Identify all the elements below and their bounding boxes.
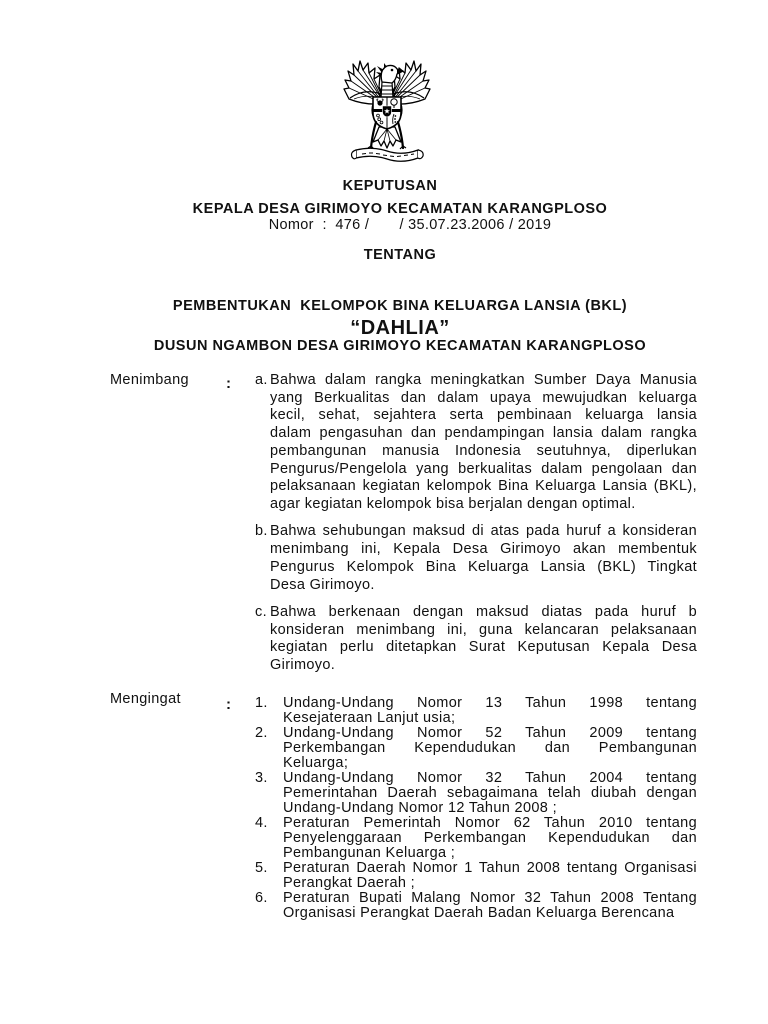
item-number: 1.	[255, 694, 268, 711]
decree-location: DUSUN NGAMBON DESA GIRIMOYO KECAMATAN KARANGPLOSO	[153, 338, 647, 354]
text-line: Peraturan Pemerintah Nomor 62 Tahun 2010 tentang	[283, 815, 697, 831]
text-line: menimbang ini, Kepala Desa Girimoyo akan membentuk	[270, 541, 697, 558]
mengingat-item-1	[255, 696, 697, 726]
item-text	[270, 372, 697, 514]
decree-about-label: TENTANG	[363, 247, 437, 263]
text-line: Desa Girimoyo.	[270, 576, 375, 593]
item-marker: b.	[255, 523, 268, 540]
text-line: Kesejateraan Lanjut usia;	[283, 709, 456, 726]
item-text	[283, 696, 697, 726]
text-line: Undang-Undang Nomor 13 Tahun 1998 tentang	[283, 694, 697, 711]
text-line: Keluarga;	[283, 754, 349, 771]
menimbang-colon: :	[226, 375, 231, 392]
item-number: 6.	[255, 890, 268, 907]
item-marker: a.	[255, 372, 268, 388]
item-text	[270, 604, 697, 675]
text-line: pembangunan manusia Indonesia seutuhnya, diperlukan	[270, 442, 697, 459]
decree-number: Nomor : 476 / / 35.07.23.2006 / 2019	[268, 217, 552, 233]
text-line: Undang-Undang Nomor 32 Tahun 2004 tentang	[283, 769, 697, 786]
emblem-shield	[373, 97, 401, 129]
item-text	[283, 771, 697, 816]
text-line: agar kegiatan kelompok bisa berjalan dengan optimal.	[270, 495, 636, 512]
item-number: 3.	[255, 769, 268, 786]
group-name: “DAHLIA”	[350, 317, 450, 339]
mengingat-colon: :	[226, 696, 231, 713]
mengingat-item-6	[255, 891, 697, 921]
decree-subject: PEMBENTUKAN KELOMPOK BINA KELUARGA LANSIA (BKL)	[172, 298, 628, 314]
mengingat-label: Mengingat	[110, 691, 181, 707]
text-line: Peraturan Daerah Nomor 1 Tahun 2008 tentang Organisasi	[283, 860, 697, 877]
emblem-tail	[373, 127, 401, 148]
text-line: Pembangunan Keluarga ;	[283, 845, 456, 862]
menimbang-label: Menimbang	[110, 372, 189, 388]
decree-title: KEPUTUSAN	[342, 178, 438, 194]
mengingat-item-5	[255, 861, 697, 891]
text-line: kegiatan perlu ditetapkan Surat Keputusan Kepala Desa	[270, 639, 697, 656]
emblem-scroll	[352, 148, 424, 161]
text-line: pelaksanaan kegiatan kelompok Bina Keluarga Lansia (BKL),	[270, 478, 697, 495]
text-line: Girimoyo.	[270, 657, 336, 674]
mengingat-list	[255, 696, 697, 922]
item-text	[270, 523, 697, 594]
mengingat-item-2	[255, 726, 697, 771]
text-line: Peraturan Bupati Malang Nomor 32 Tahun 2008 Tentang	[283, 890, 697, 907]
item-number: 5.	[255, 860, 268, 877]
mengingat-item-3	[255, 771, 697, 816]
text-line: Penyelenggaraan Perkembangan Kependudukan dan	[283, 830, 697, 847]
mengingat-item-4	[255, 816, 697, 861]
item-text	[283, 816, 697, 861]
text-line: yang Berkualitas dan dalam upaya mewujudkan keluarga	[270, 389, 697, 406]
item-text	[283, 861, 697, 891]
text-line: dalam pengasuhan dan pendampingan lansia dalam rangka	[270, 425, 697, 442]
item-number: 2.	[255, 724, 268, 741]
text-line: Pemerintahan Daerah sebagaimana telah diubah dengan	[283, 784, 697, 801]
text-line: Bahwa dalam rangka meningkatkan Sumber Daya Manusia	[270, 372, 697, 388]
item-text	[283, 891, 697, 921]
text-line: Perangkat Daerah ;	[283, 875, 416, 892]
menimbang-item-b	[255, 523, 697, 594]
item-number: 4.	[255, 815, 268, 831]
item-marker: c.	[255, 604, 267, 621]
menimbang-item-a	[255, 372, 697, 514]
item-text	[283, 726, 697, 771]
garuda-emblem-icon	[342, 58, 432, 168]
text-line: kecil, sehat, sejahtera serta pembinaan keluarga lansia	[270, 407, 697, 424]
decree-issuer: KEPALA DESA GIRIMOYO KECAMATAN KARANGPLOSO	[192, 201, 608, 217]
text-line: Pengurus/Pengelola yang berkualitas dalam pengolaan dan	[270, 460, 697, 477]
text-line: Organisasi Perangkat Daerah Badan Keluarga Berencana	[283, 905, 675, 922]
text-line: Bahwa berkenaan dengan maksud diatas pada huruf b	[270, 604, 697, 621]
text-line: konsideran menimbang ini, guna kelancaran pelaksanaan	[270, 621, 697, 638]
text-line: Pengurus Kelompok Bina Keluarga Lansia (BKL) Tingkat	[270, 558, 697, 575]
text-line: Bahwa sehubungan maksud di atas pada huruf a konsideran	[270, 523, 697, 540]
text-line: Undang-Undang Nomor 52 Tahun 2009 tentang	[283, 724, 697, 741]
menimbang-list	[255, 372, 697, 675]
text-line: Undang-Undang Nomor 12 Tahun 2008 ;	[283, 799, 557, 816]
menimbang-item-c	[255, 604, 697, 675]
text-line: Perkembangan Kependudukan dan Pembangunan	[283, 739, 697, 756]
